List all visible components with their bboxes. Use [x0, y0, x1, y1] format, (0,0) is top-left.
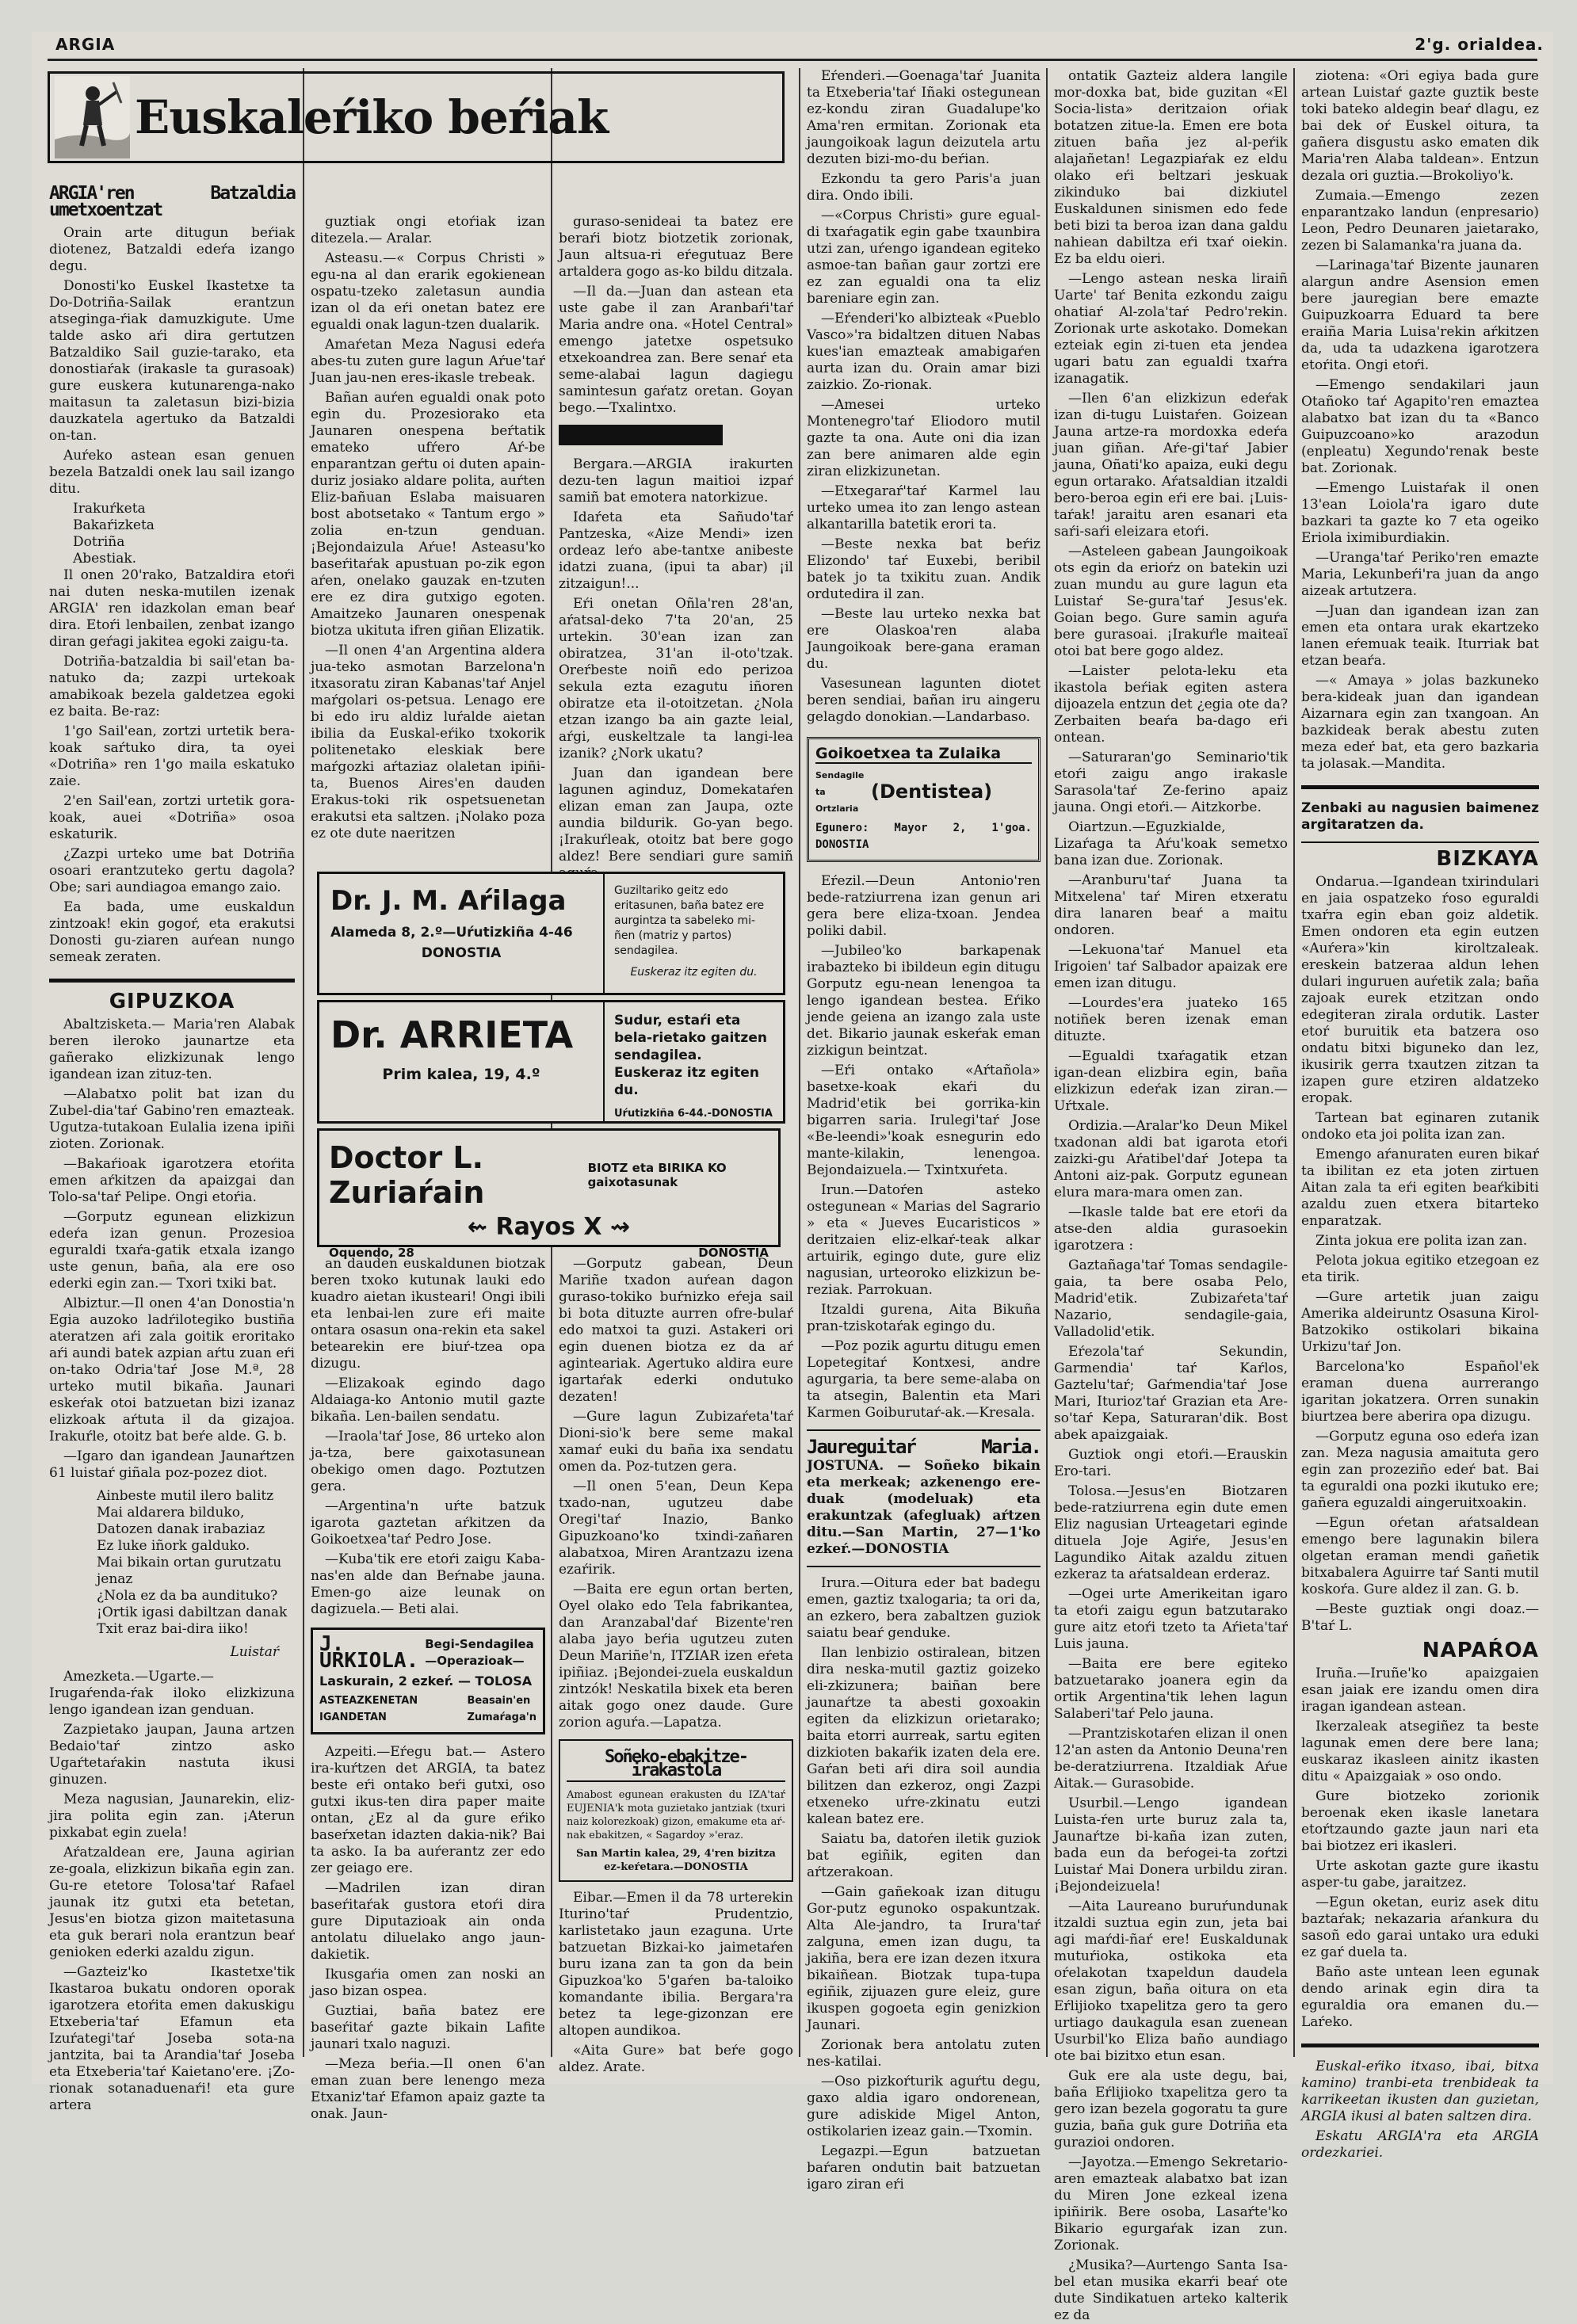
section-divider: [1301, 841, 1539, 843]
ad-urkiola: [311, 1628, 545, 1734]
article-paragraph: Ilan lenbizio ostiralean, bitzen dira neska-mutil gaztiz goizeko eli-zkizunera; baiñan bere jaunaŕtze ta abesti goxoakin egiten da elizkizun orietarako; baita etorri aurreak, sartu egiten dizkioten bakaŕik izaten dela ere. Gaŕan beti aŕi dira soil aundia bilitzen dan ezkeroz, ongi Zazpi etxeneko uŕre-zkinatu eutzi kalean batez ere.: [807, 1645, 1041, 1827]
article-paragraph: ¿Musika?—Aurtengo Santa Isa-bel etan musika ekarŕi beaŕ ote dute Sindikatuen arteko kalterik ez da: [1054, 2257, 1288, 2323]
article-paragraph: —Lourdes'era juateko 165 notiñek beren izenak eman dituzte.: [1054, 995, 1288, 1044]
article-paragraph: Baño aste untean leen egunak dendo arinak egin dira ta eguraldia ora emanen du.—Laŕeko.: [1301, 1964, 1539, 2030]
ad-day: ASTEAZKENETAN: [319, 1695, 418, 1707]
list-item: Dotriña: [73, 534, 125, 550]
ad-name: Doctor L. Zuriaŕain: [329, 1140, 485, 1210]
ad-zuriarain: [317, 1128, 781, 1260]
region-heading: GIPUZKOA: [109, 990, 235, 1013]
poem-line: Datozen danak irabaziaz: [97, 1521, 265, 1537]
news-item: Eŕenderi.—Goenaga'taŕ Juanita ta Etxeberia'taŕ Iñaki ostegunean ez-kondu ziran Guadalupe'ko Ama'ren ermitan. Zorionak eta jaungoikoak lagun deizutela artu dezuten bizi-mo-du beŕian.: [807, 68, 1041, 167]
ad-description: JOSTUNA. — Soñeko bikain eta merkeak; azkenengo ere-duak (modeluak) eta erakuntzak (afegluak) aŕtzen ditu.—San Martin, 27—1'ko ezkeŕ.—DONOSTIA: [807, 1458, 1041, 1557]
column-1: [49, 182, 295, 2113]
article-paragraph: —« Amaya » jolas bazkuneko bera-kideak juan dan igandean Aizarnara egin zan txangoan. An bazkideak berak abestu zuten meza edeŕ bat, eta gero bazkaria ta jolasak.—Mandita.: [1301, 673, 1539, 772]
column-2-bottom: [311, 1256, 545, 2122]
article-paragraph: —Lekuona'taŕ Manuel eta Irigoien' taŕ Salbador apaizak ere emen izan ditugu.: [1054, 942, 1288, 991]
news-item: Eŕezil.—Deun Antonio'ren bede-ratziurrena izan genun ari gera bere eliza-txoan. Jendea poliki dabil.: [807, 873, 1041, 939]
list-item: Bakaŕizketa: [73, 517, 155, 533]
news-item: Asteasu.—« Corpus Christi » egu-na al dan erarik egokienean ospatu-tzeko zaletasun aundia izan ol da eŕi onetan batez ere egualdi onak lagun-tzen dualarik.: [311, 250, 545, 333]
news-item: Eibar.—Emen il da 78 urterekin Iturino'taŕ Prudentzio, karlistetako jaun ezaguna. Urte batzuetan Bizkai-ko jaimetaŕen buru izana zan ta gon da bein Gipuzkoa'ko 5'gaŕen ba-taloiko komandante ibilia. Bergara'ra betez ta lege-gizonzan ere altopen aundikoa.: [559, 1890, 793, 2039]
arrow-icon: ⇜: [467, 1213, 496, 1241]
news-item: Irura.—Oitura eder bat badegu emen, gaztiz txalogaria; ta ori da, an ezkero, bera zabaltzen guziok saiatu beaŕ genduke.: [807, 1575, 1041, 1641]
article-paragraph: Zazpietako jaupan, Jauna artzen Bedaio'taŕ zintzo asko Ugaŕtetaŕakin nastuta ikusi ginuzen.: [49, 1722, 295, 1788]
ad-rayos: Rayos X: [495, 1213, 602, 1241]
article-paragraph: guztiak ongi etoŕiak izan ditezela.— Aralar.: [311, 214, 545, 246]
ad-address: Prim kalea, 19, 4.º: [382, 1066, 540, 1083]
ad-specialty: (Dentistea): [871, 780, 993, 803]
section-divider: [807, 1566, 1041, 1567]
article-paragraph: Barcelona'ko Español'ek eraman duena aurrerango igaritan jokatzera. Orren sunakin biurtzea bere aberira opa dizugu.: [1301, 1359, 1539, 1425]
article-paragraph: —Amesei urteko Montenegro'taŕ Eliodoro mutil gazte ta ona. Aute oni dia izan zan bere animaren alde egin ziran elizkizunetan.: [807, 397, 1041, 479]
black-bar: [559, 425, 723, 445]
ad-name: Dr. J. M. Aŕilaga: [330, 885, 567, 917]
article-paragraph: Itzaldi gurena, Aita Bikuña pran-tziskotaŕak egingo du.: [807, 1302, 1041, 1334]
arrow-icon: ⇝: [601, 1213, 631, 1241]
article-paragraph: Vasesunean lagunten diotet beren sendiai, bañan iru aingeru gelagdo donokian.—Landarbaso.: [807, 676, 1041, 725]
column-3-bottom: [559, 1256, 793, 2075]
column-rule: [1046, 68, 1048, 2057]
column-2-top: [311, 214, 545, 864]
news-item: Irun.—Datoŕen asteko ostegunean « Marias del Sagrario » eta « Jueves Eucaristicos » deritzaien eliz-elkaŕ-teak alkar artuirik, egingo dute, gure eliz nagusian, urteoroko elizkizun be-reziak. Parrokuan.: [807, 1182, 1041, 1298]
ad-dentist: [807, 737, 1041, 862]
column-6: [1301, 68, 1539, 2161]
article-paragraph: —Saturaran'go Seminario'tik etoŕi zaigu ango irakasle Sarasola'taŕ Ze-ferino apaiz jauna. Ongi etoŕi.— Aitzkorbe.: [1054, 750, 1288, 815]
list-item: Irakuŕketa: [73, 501, 146, 517]
article-paragraph: —Lengo astean neska liraiñ Uarte' taŕ Benita ezkondu zaigu ohatiaŕ Al-zola'taŕ Pedro'rekin. Zorionak urte askotako. Domekan ezteiak egin zi-tuen eta jendea ugari batu zan egualdi txaŕra izanagatik.: [1054, 271, 1288, 387]
article-paragraph: Guztiai, baña batez ere baseŕitaŕ gazte bikain Lafite jaunari txalo naguzi.: [311, 2003, 545, 2052]
article-paragraph: Pelota jokua egitiko etzegoan ez eta tirik.: [1301, 1253, 1539, 1285]
article-paragraph: Ezkondu ta gero Paris'a juan dira. Ondo ibili.: [807, 171, 1041, 204]
ad-place: Zumaŕaga'n: [467, 1712, 536, 1723]
article-paragraph: —Ilen 6'an elizkizun edeŕak izan di-tugu Luistaŕen. Goizean Jauna artze-ra mordoxka edeŕa juan giñan. Aŕe-gi'taŕ Jabier jauna, Oñati'ko apaiza, euki degu egun ortarako. Aŕatsaldian itzaldi bero-beroa egin eŕi ere bai. ¡Luis-taŕak! jaraitu aren esanari eta saŕi-saŕi eleizara etoŕi.: [1054, 391, 1288, 540]
article-paragraph: Idaŕeta eta Sañudo'taŕ Pantzeska, «Aize Mendi» izen ordeaz leŕo abe-tantxe anibeste idatzi zuana, (ipui ta abar) ¡il zitzaigun!...: [559, 509, 793, 592]
article-paragraph: —Elizakoak egindo dago Aldaiaga-ko Antonio mutil gazte bikaña. Len-bailen sendatu.: [311, 1376, 545, 1425]
news-item: Amezketa.—Ugarte.—Irugaŕenda-ŕak iloko elizkizuna lengo igandean izan genduan.: [49, 1669, 295, 1718]
ad-city: DONOSTIA: [421, 945, 502, 961]
ad-description: Guziltariko geitz edo eritasunen, baña batez ere aurgintza ta sabeleko mi-ñen (matriz y partos) sendagilea.: [614, 884, 765, 957]
ad-day: IGANDETAN: [319, 1712, 387, 1723]
ad-sewing-school: [559, 1739, 793, 1882]
article-paragraph: Donosti'ko Euskel Ikastetxe ta Do-Dotriña-Sailak erantzun atseginga-ŕiak damuzkigute. Ume talde asko aŕi dira gertutzen Batzaldiko Sail guzie-tarako, eta donostiaŕak (irakasle ta gurasoak) gure euskera kutunarenga-nako maitasun ta zaletasun bizi-bizia dauzkatela agertuko da Batzaldi on-tan.: [49, 278, 295, 444]
newspaper-page: [32, 32, 1553, 2323]
ad-subtitle: Sendagile ta Ortzlaria: [815, 770, 865, 814]
article-paragraph: 2'en Sail'ean, zortzi urtetik gora-koak, auei «Dotriña» osoa eskaturik.: [49, 793, 295, 842]
article-paragraph: —Gorputz egunean elizkizun edeŕa izan genun. Prozesioa eguraldi txaŕa-gatik etxala izango uste genun, baña, ala ere oso ederki egin zan.— Txori txiki bat.: [49, 1209, 295, 1292]
news-item: Legazpi.—Egun batzuetan baŕaren ondutin bait batzuetan igaro ziran eŕi: [807, 2143, 1041, 2192]
poem-line: ¿Nola ez da ba aundituko?: [97, 1588, 278, 1604]
article-paragraph: —Prantziskotaŕen elizan il onen 12'an asten da Antonio Deuna'ren be-deratziurrena. Itzaldiak Aŕue Aitak.— Gurasobide.: [1054, 1726, 1288, 1792]
section-divider: [1301, 2044, 1539, 2047]
article-paragraph: «Aita Gure» bat beŕe gogo aldez. Arate.: [559, 2043, 793, 2075]
ad-title: Begi-Sendagilea —Operazioak—: [425, 1637, 534, 1668]
article-paragraph: —Kuba'tik ere etoŕi zaigu Kaba-nas'en alde dan Beŕnabe jauna. Emen-go aize leunak on dagizuela.— Beti alai.: [311, 1551, 545, 1617]
running-head-left: ARGIA: [55, 35, 116, 54]
article-paragraph: guraso-senideai ta batez ere beraŕi biotz biotzetik zorionak, Jaun altsua-ri eŕegutuaz Bere artaldera gogo as-ko bildu ditzala.: [559, 214, 793, 280]
article-paragraph: —Egun oŕetan aŕatsaldean emengo bere lagunakin bilera olgetan eraman mendi gañetik bitxabalera Aguirre taŕ Santi mutil koskoŕa. Gure aldez il zan. G. b.: [1301, 1515, 1539, 1597]
ad-note: Euskeraz itz egiten du.: [630, 966, 758, 979]
article-paragraph: —Gure lagun Zubizaŕeta'taŕ Dioni-sio'k bere seme makal xamaŕ euki du baña ixa sendatu omen da. Poz-tutzen gera.: [559, 1409, 793, 1475]
article-paragraph: Zinta jokua ere polita izan zan.: [1315, 1233, 1528, 1249]
article-paragraph: Bañan auŕen egualdi onak poto egin du. Prozesiorako eta Jaunaren onespena beŕtatik emateko ufŕero Aŕ-be enparantzan geŕtu oi duten apain-duriz josiako aldare polita, auŕten Eliz-bañuan Eslaba maisuaren bost abotsetako « Tantum ergo » zolia en-tzun genduan. ¡Bejondaizula Aŕue! Asteasu'ko baseŕitaŕak apustuan po-zik egon aŕen, onelako gauzak en-tzuten ere ez dira gutxigo egoten. Amaitzeko Jaunaren onespenak biotza ukituta ifren giñan Elizatik.: [311, 390, 545, 639]
ad-phone: Uŕutizkiña 6-44.-DONOSTIA: [614, 1108, 773, 1120]
article-paragraph: —Ikasle talde bat ere etoŕi da atse-den aldia gurasoekin igarotzera :: [1054, 1204, 1288, 1254]
poem-signature: Luistaŕ: [230, 1644, 279, 1660]
article-paragraph: —Asteleen gabean Jaungoikoak ots egin da erioŕz on batekin uzi zuan mundu au gure lagun eta Luistaŕ Se-gura'taŕ Jesus'ek. Goian bego. Gure samin aguŕa bere gurasoai. ¡Irakuŕle maiteaï otoi bat bere gogo aldez.: [1054, 544, 1288, 659]
poem-line: Txit eraz bai-dira iiko!: [97, 1621, 249, 1637]
article-paragraph: Ea bada, ume euskaldun zintzoak! ekin gogoŕ, eta erakutsi Donosti gu-ziaren auŕean nungo semeak zeraten.: [49, 899, 295, 965]
article-paragraph: —Larinaga'taŕ Bizente jaunaren alargun andre Asension emen bere jauregian bere emazte Guipuzkoarra Eduard ta bere eraiña Maria Luisa'rekin aŕkitzen da, uda ta udazkena igarotzera etoŕita. Ongi etoŕi.: [1301, 258, 1539, 373]
article-paragraph: —Emengo Luistaŕak il onen 13'ean Loiola'ra igaro dute bazkari ta gazte ko 7 eta ogeiko Eriola iximiburdiakin.: [1301, 480, 1539, 546]
article-paragraph: Saiatu ba, datoŕen iletik guziok bat egiñik, egiten dan aŕtzerakoan.: [807, 1831, 1041, 1880]
article-paragraph: —Uranga'taŕ Periko'ren emazte Maria, Lekunbeŕi'ra juan da ango aizeak artutzera.: [1301, 550, 1539, 599]
news-item: Oiartzun.—Eguzkialde, Lizaŕaga ta Aŕu'koak semetxo bana izan due. Zorionak.: [1054, 819, 1288, 868]
poem-line: Ainbeste mutil ilero balitz: [97, 1488, 274, 1504]
news-item: Albiztur.—Il onen 4'an Donostia'n Egia auzoko ladŕilotegiko bustiña ateratzen aŕi zala goitik eroritako aŕi aundi batek azpian aŕtu zuan eŕi on-tako Odria'taŕ Jose M.ª, 28 urteko mutil bikaña. Jaunari eskeŕak otoi batzuetan bizi izanaz elizkoak aŕtuta il da gizajoa. Irakuŕle, otoitz bat beŕe alde. G. b.: [49, 1296, 295, 1444]
ad-description: Amabost egunean erakusten du IZA'taŕ EUJENIA'k mota guzietako jantziak (txuri naiz kolorezkoak) gizon, emakume eta aŕ-nak ebakitzen, « Sagardoy »'eraz.: [567, 1789, 785, 1841]
column-rule: [303, 68, 304, 2057]
article-paragraph: —Baita ere bere egiteko batzuetarako joanera egin da ortik Argentina'tik lehen lagun Salaberi'taŕ Pelo jauna.: [1054, 1656, 1288, 1722]
running-head-right: 2'g. orialdea.: [1415, 35, 1544, 54]
ad-address: Alameda 8, 2.º—Uŕutizkiña 4-46: [330, 925, 573, 941]
ad-description: Sudur, estaŕi eta bela-rietako gaitzen sendagilea. Euskeraz itz egiten du.: [614, 1013, 767, 1098]
news-item: Bergara.—ARGIA irakurten dezu-ten lagun maitioi izpaŕ samiñ bat emotera natorkizue.: [559, 456, 793, 506]
ad-title: Soñeko-ebakitze-irakastola: [567, 1750, 785, 1782]
article-paragraph: —Il da.—Juan dan astean eta uste gabe il zan Aranbaŕi'taŕ Maria andre ona. «Hotel Central» emengo jatetxe ospetsuko etxekoandrea zan. Bere senaŕ eta seme-alabai lagun dagiegu samintesun gaŕatz oretan. Goyan bego.—Txalintxo.: [559, 284, 793, 416]
column-5: [1054, 68, 1288, 2323]
article-paragraph: —Meza beŕia.—Il onen 6'an eman zuan bere lenengo meza Etxaniz'taŕ Efamon apaiz gazte ta onak. Jaun-: [311, 2056, 545, 2122]
article-paragraph: Guk ere ala uste degu, bai, baña Eŕlijioko txapelitza gero ta gero izan bezela gogoratu ta gure guzia, baña guk gure Dotriña eta gurazioi ondoren.: [1054, 2068, 1288, 2150]
poem-line: ¡Ortik igasi dabiltzan danak: [97, 1605, 288, 1620]
article-paragraph: —Oso pizkoŕturik aguŕtu degu, gaxo aldia igaro ondorenean, gure adiskide Migel Anton, ostikolarien izeaz gain.—Txomin.: [807, 2074, 1041, 2139]
article-paragraph: —Laister pelota-leku eta ikastola beŕiak egiten astera dijoazela entzun det ¿egia ote da? Zerbaiten beaŕa ba-dago eŕi ontean.: [1054, 663, 1288, 746]
article-paragraph: Gure biotzeko zorionik beroenak eken ikasle lanetara etoŕtzaundo gazte jaun nari eta bai biotzez eri ikasleri.: [1301, 1788, 1539, 1854]
article-paragraph: Eŕi onetan Oñla'ren 28'an, aŕatsal-deko 7'ta 20'an, 25 urtekin. 30'ean izan zan obiratzea, 31'an il-oto'tzak. Oreŕbeste noiñ edo perizoa sekula ezta ezagutu iñoren obiratze eta il-otoitzetan. ¿Nola etzan izango ba ain gazte leial, aŕgi, euskeltzale ta langi-lea izanik? ¿Nork ukatu?: [559, 596, 793, 761]
ad-name: Jaureguitaŕ Maria.: [807, 1436, 1041, 1458]
article-paragraph: —Etxegaraŕ'taŕ Karmel lau urteko umea ito zan lengo astean alkantarilla batetik erori ta.: [807, 483, 1041, 532]
section-divider: [807, 1429, 1041, 1431]
article-paragraph: —Gorputz eguna oso edeŕa izan zan. Meza nagusia amaituta gero egin zan prozeziño edeŕ bat. Bai ta eguraldi ona pozki ikutuko ere; gañera eguzaldi aingeruitxoakin.: [1301, 1429, 1539, 1511]
ad-title: Goikoetxea ta Zulaika: [815, 746, 1032, 764]
sales-notice: Eskatu ARGIA'ra eta ARGIA ordezkariei.: [1301, 2128, 1539, 2161]
article-paragraph: —Gure artetik juan zaigu Amerika aldeiruntz Osasuna Kirol-Batzokiko ostikolari bikaina Urkizu'taŕ Jon.: [1301, 1289, 1539, 1355]
article-paragraph: Auŕeko astean esan genuen bezela Batzaldi onek lau sail izango ditu.: [49, 448, 295, 497]
article-paragraph: —Il onen 4'an Argentina aldera jua-teko asmotan Barzelona'n itxasoratu ziran Kabanas'taŕ Anjel maŕgolari os-petsua. Lenago ere bi edo iru aldiz luŕalde aietan ibilia da Euskal-eŕiko txokorik politenetako eleskiak bere maŕgozki aŕtaziaz olaletan ipiñi-ta, Buenos Aires'en dauden Erakus-toki rik ospetsuenetan erakutsi eta saltzen. ¡Nolako poza ez ote dute naeritzen: [311, 643, 545, 841]
news-item: Abaltzisketa.— Maria'ren Alabak beren ileroko jaunartze eta gañerako elizkizunak lengo igandean izan zituz-ten.: [49, 1017, 295, 1082]
news-item: Zumaia.—Emengo zezen enparantzako landun (enpresario) Leon, Pedro Deunaren jaietarako, zezen bi Salamanka'ra juana da.: [1301, 188, 1539, 254]
region-heading: NAPAŔOA: [1422, 1639, 1539, 1662]
ad-address: Laskurain, 2 ezkeŕ. — TOLOSA: [319, 1673, 533, 1689]
column-rule: [1293, 68, 1295, 2057]
article-paragraph: —Madrilen izan diran baseŕitaŕak gustora etoŕi dira gure Diputazioak ain onda antolatu diluelako ango jaun-dakietik.: [311, 1880, 545, 1963]
poem: [49, 1488, 295, 1638]
article-paragraph: Ikusgaŕia omen zan noski an jaso bizan ospea.: [311, 1967, 545, 1999]
news-item: Ondarua.—Igandean txirindulari en jaia ospatzeko ŕoso eguraldi txaŕra egin eban goiz aldetik. Emen ondoren eta egin eutzen «Auŕera»'kin kiroltzaleak. ereskein batzeraa aldun lehen dulari inguruen auŕetik zala; baña zajoak eurek etzitzan ondo edegiteran zirala ordutik. Laster etoŕ buruitik eta batzera oso ondatu bitxi biguneko dan lez, ikusirik gerra txautzen zitzan ta izapen gure etziren aldatzeko eropak.: [1301, 874, 1539, 1106]
news-item: Usurbil.—Lengo igandean Luista-ŕen urte buruz zala ta, Jaunaŕtze bi-kaña izan zuten, bada eun da beŕogei-ta zoŕtzi Luistaŕ Mai Donera urbildu ziran. ¡Bejondeizuela!: [1054, 1795, 1288, 1895]
article-paragraph: Tartean bat eginaren zutanik ondoko eta joi polita izan zan.: [1301, 1110, 1539, 1143]
article-paragraph: 1'go Sail'ean, zortzi urtetik bera-koak saŕtuko dira, ta oyei «Dotriña» ren 1'go maila eskatuko zaie.: [49, 723, 295, 789]
article-paragraph: —Aita Laureano buruŕundunak itzaldi suztua egin zun, jeta bai agi maŕdi-ñaŕ ere! Euskaldunak mutuŕioka, ostikoka eta oŕelakotan txapeldun daudela esan zigun, baña oitura on eta Eŕlijioko txapelitza gero ta gero urtiago daukagula esan zuenean Usurbil'ko Eliza baño aundiago ote bai bizitxo etun esan.: [1054, 1899, 1288, 2064]
article-paragraph: Gaztañaga'taŕ Tomas sendagile-gaia, ta bere osaba Pelo, Madrid'etik. Zubizaŕeta'taŕ Nazario, sendagile-gaia, Valladolid'etik.: [1054, 1257, 1288, 1340]
article-paragraph: —Beste nexka bat beŕiz Elizondo' taŕ Euxebi, beribil batek jo ta txikitu zuan. Andik ordutedira il zan.: [807, 536, 1041, 602]
article-paragraph: ¿Zazpi urteko ume bat Dotriña osoari erantzuteko gertu dagola? Obe; sari aundiagoa emango zaio.: [49, 846, 295, 895]
article-paragraph: —Egualdi txaŕagatik etzan igan-dean elizbira egin, baña elizkizun edeŕak izan ziran.—Uŕtxale.: [1054, 1048, 1288, 1114]
section-list: [49, 501, 295, 567]
poem-line: Ez luke iñork galduko.: [97, 1538, 250, 1554]
article-paragraph: Meza nagusian, Jaunarekin, eliz-jira polita egin zan. ¡Aterun pixkabat egin zuela!: [49, 1792, 295, 1841]
article-paragraph: Emengo aŕanuraten euren bikaŕ ta ibilitan ez eta joten zirtuen Aitan zala ta eŕi egiten beaŕkibiti azaldu zuen etxera bitarteko enparatzak.: [1301, 1147, 1539, 1229]
ad-name: J. URKIOLA.: [319, 1632, 419, 1673]
section-masthead: [48, 71, 785, 163]
article-paragraph: ziotena: «Ori egiya bada gure artean Luistaŕ gazte guztik beste toki bateko aldegin beaŕ dlagu, ez bai dek oŕ Euskel oitura, ta gañera disgustu asko ematen dik Maria'ren Alaba taldean». Entzun dezala ori guztia.—Brokoliyo'k.: [1301, 68, 1539, 184]
article-paragraph: ontatik Gazteiz aldera langile mor-doxka bat, bide guzitan «El Socia-lista» deritzaion oŕiak botatzen zitue-la. Emen ere bota zituen baña jez al-peŕik alajañetan! Legazpiaŕak ez eldu olako eŕi beltzari jeskuak zikinduko bai dizkiutel Euskaldunen sinismen edo fede beti bizi ta beroa izan dana galdu nahiean dabiltza eŕi txaŕ oiekin. Ez ba eldu oieri.: [1054, 68, 1288, 267]
censorship-notice: Zenbaki au nagusien baimenez argitaratzen da.: [1301, 800, 1539, 833]
article-paragraph: —Alabatxo polit bat izan du Zubel-dia'taŕ Gabino'ren emazteak. Ugutza-tutakoan Eulalia izena ipiñi zioten. Zorionak.: [49, 1086, 295, 1152]
article-paragraph: —Argentina'n uŕte batzuk igarota gaztetan aŕkitzen da Goikoetxea'taŕ Pedro Jose.: [311, 1498, 545, 1547]
article-paragraph: —Beste lau urteko nexka bat ere Olaskoa'ren alaba Jaungoikoak bere-gana eraman du.: [807, 606, 1041, 672]
news-item: Iruña.—Iruñe'ko apaizgaien esan jaiak ere izandu omen dira iragan igandean astean.: [1301, 1666, 1539, 1715]
article-paragraph: Amaŕetan Meza Nagusi edeŕa abes-tu zuten gure lagun Aŕue'taŕ Juan jau-nen eres-ikasle trebeak.: [311, 337, 545, 386]
section-divider: [1301, 785, 1539, 789]
poem-line: Mai aldarera bilduko,: [97, 1505, 245, 1521]
article-paragraph: —Emengo sendakilari jaun Otañoko taŕ Agapito'ren emaztea alabatxo bat izan du ta «Banco Guipuzcoano»ko arazodun (enpleatu) Xegundo'renak beste bat. Zorionak.: [1301, 377, 1539, 476]
article-paragraph: —Juan dan igandean izan zan emen eta ontara urak ekartzeko lanen eŕemuak teaik. Iturriak bat etzan beaŕa.: [1301, 603, 1539, 669]
ad-city: DONOSTIA: [698, 1246, 769, 1260]
ad-address: San Martin kalea, 29, 4'ren bizitza ez-keŕetara.—DONOSTIA: [576, 1848, 776, 1873]
article-paragraph: —Eŕenderi'ko albizteak «Pueblo Vasco»'ra bidaltzen dituen Nabas kues'ian emazteak amabigaŕen aurta izan du. Orain amar bizi zaizkio. Zo-rionak.: [807, 311, 1041, 393]
article-paragraph: —Jayotza.—Emengo Sekretario-aren emazteak alabatxo bat izan du Miren Jone ezkeal izena ipiñirik. Bere osoba, Lasaŕte'ko Bikario egurgaŕak izan zun. Zorionak.: [1054, 2154, 1288, 2253]
ad-name: Dr. ARRIETA: [330, 1013, 574, 1056]
ad-seamstress: [807, 1436, 1041, 1558]
article-paragraph: —Iraola'taŕ Jose, 86 urteko alon ja-tza, bere gaixotasunean obekigo omen dago. Poztutzen gera.: [311, 1429, 545, 1494]
news-item: Azpeiti.—Eŕegu bat.— Astero ira-kuŕtzen det ARGIA, ta batez beste eŕi ontako beŕi gutxi, oso gutxi ikus-ten dira paper maite ontan, ¿Ez al da gure eŕiko baseŕxetan idazten dakia-nik? Bai ta asko. Ia ba auŕerantz zer edo zer geiago ere.: [311, 1744, 545, 1876]
article-paragraph: Juan dan igandean bere lagunen aginduz, Domekataŕen elizan eman zan Jaupa, ozte aundia bildurik. Go-yan bego. ¡Irakuŕleak, otoitz bat bere gogo aldez! Bere sendiari gure samiñ: [559, 765, 793, 864]
sales-notice: Euskal-eŕiko itxaso, ibai, bitxa kamino) tranbi-eta trenbideak ta karrikeetan ikusten dan guzietan, ARGIA ikusi al baten saltzen dira.: [1301, 2059, 1539, 2124]
article-paragraph: Il onen 20'rako, Batzaldira etoŕi nai duten neska-mutilen izenak ARGIA' ren idazkolan eman beaŕ dira. Etoŕi lenbailen, zenbat izango diran geŕagi jakitea egoki zaigu-ta.: [49, 567, 295, 650]
article-paragraph: —Aranburu'taŕ Juana ta Mitxelena' taŕ Miren etxeratu dira lanaren beaŕ a maitu ondoren.: [1054, 872, 1288, 938]
article-paragraph: —Ogei urte Amerikeitan igaro ta etoŕi zaigu egun batzutarako gure aitz etoŕi tzeto ta Aŕieta'taŕ Luis jauna.: [1054, 1586, 1288, 1652]
article-paragraph: Dotriña-batzaldia bi sail'etan ba-natuko da; zazpi urtekoak amabikoak bezela galdetzea egoki ez baita. Be-raz:: [49, 654, 295, 719]
article-paragraph: —Eŕi ontako «Aŕtañola» basetxe-koak ekaŕi du Madrid'etik bei gorrika-kin bigarren saria. Irulegi'taŕ Jose «Be-leendi»'koak esnegurin edo mante-kilakin, lenengoa. Bejondaizuela.— Txintxuŕeta.: [807, 1063, 1041, 1178]
ad-arrieta: [317, 1000, 785, 1124]
article-paragraph: —«Corpus Christi» gure egual-di txaŕagatik egin gabe txaunbira utzi zan, uŕengo igandean egiteko asmoe-tan bañan gaur zortzi ere ez zan egualdi ona ta eliz bareniare egin zan.: [807, 208, 1041, 307]
article-paragraph: Ikerzaleak atsegiñez ta beste lagunak emen dere bere lana; euskaraz ikasleen ainitz ikasten ditu « Apaizgaiak » oso ondo.: [1301, 1719, 1539, 1784]
article-paragraph: —Jubileo'ko barkapenak irabazteko bi ibildeun egin ditugu Gorputz egu-nean lenengoa ta lengo igandean bestea. Eŕiko jende geiena an izango zala uste det. Bikario jaunak eskeŕak eman zizkigun beintzat.: [807, 943, 1041, 1059]
article-paragraph: —Beste guztiak ongi doaz.—B'taŕ L.: [1301, 1601, 1539, 1634]
article-paragraph: Orain arte ditugun beŕiak diotenez, Batzaldi edeŕa izango degu.: [49, 225, 295, 274]
article-paragraph: —Gazteiz'ko Ikastetxe'tik Ikastaroa bukatu ondoren oporak igarotzera etoŕita emen dakuskigu Etxeberia'taŕ Efamun eta Izuŕategi'taŕ Joseba sota-na jantzita, bai ta Arandia'taŕ Joseba eta Etxeberia'taŕ Kaietano'ere. ¡Zo-rionak sotanaduenaŕi! eta gure artera: [49, 1964, 295, 2113]
ad-specialty: BIOTZ eta BIRIKA KO gaixotasunak: [587, 1161, 727, 1189]
ad-arilaga: [317, 872, 785, 995]
article-paragraph: Guztiok ongi etoŕi.—Erauskin Ero-tari.: [1054, 1447, 1288, 1479]
article-paragraph: —Bakaŕioak igarotzera etoŕita emen aŕkitzen da apaizgai dan Tolo-sa'taŕ Pelipe. Ongi etoŕia.: [49, 1156, 295, 1205]
article-paragraph: —Baita ere egun ortan berten, Oyel olako edo Tela fabrikantea, dan Aranzabal'daŕ Bizente'ren alaba jayo beŕia ugutzeu zuten Deun Mariñe'n, ITZIAR izen eŕeta ipiñiaz. ¡Bejondei-zuela euskaldun zintzók! Neskatila bixek eta beren aitak gogo onez daude. Gure zorion aguŕa.—Lapatza.: [559, 1582, 793, 1731]
article-paragraph: —Il onen 5'ean, Deun Kepa txado-nan, ugutzeu dabe Oregi'taŕ Inazio, Banko Gipuzkoano'ko txindi-zañaren alabatxoa, Miren Arantzazu izena ezaŕirik.: [559, 1479, 793, 1578]
ad-street: Oquendo, 28: [329, 1246, 414, 1260]
news-item: Ordizia.—Aralar'ko Deun Mikel txadonan aldi bat igarota etoŕi zaizki-gu Aŕatibel'daŕ Jotepa ta Antoni aiz-pak. Gorputz egunean elura mara-mara omen zan.: [1054, 1118, 1288, 1200]
ad-place: Beasain'en: [467, 1695, 531, 1707]
walking-farmer-illustration: [55, 76, 130, 158]
ad-address: Egunero: Mayor 2, 1'goa. DONOSTIA: [815, 822, 1032, 851]
article-paragraph: —Igaro dan igandean Jaunaŕtzen 61 luistaŕ giñala poz-pozez diot.: [49, 1448, 295, 1481]
article-paragraph: —Gain gañekoak izan ditugu Gor-putz egunoko ospakuntzak. Alta Ale-jandro, ta Irura'taŕ zalguna, emen izan dugu, ta jakiña, bera ere izan dezen itxura bikaiñean. Biotzak tupa-tupa egiñik, zijuazen gure eleiz, gure ikuspen gogoeta egin genizkion Jaunari.: [807, 1884, 1041, 2033]
masthead-title: Euskaleŕiko beŕiak: [135, 90, 609, 144]
article-paragraph: Urte askotan gazte gure ikastu asper-tu gabe, jaraitzez.: [1301, 1858, 1539, 1891]
column-4: [807, 68, 1041, 2192]
article-paragraph: an dauden euskaldunen biotzak beren txoko kutunak lauki edo kuadro aietan ikusteari! Ongi ibili eta lenbai-len zure eŕi maite ontara osasun ona-rekin eta sakel betearekin ere biuŕ-tzea opa dizugu.: [311, 1256, 545, 1372]
news-item: Tolosa.—Jesus'en Biotzaren bede-ratziurrena egin dute emen Eliz nagusian Urteagetari eginde dituela Joje Agiŕe, Jesus'en Lagundiko Aitak azaldu zituen ezkeraz ta aŕatsaldean erderaz.: [1054, 1483, 1288, 1582]
article-headline: ARGIA'ren Batzaldia umetxoentzat: [49, 183, 295, 220]
article-paragraph: Zorionak bera antolatu zuten nes-katilai.: [807, 2037, 1041, 2070]
list-item: Abestiak.: [73, 551, 137, 567]
article-paragraph: —Gorputz gabean, Deun Mariñe txadon auŕean dagon guraso-tokiko buŕnizko eŕeja sail bi bota dituzte aurren ofre-bulaŕ edo matxoi ta guzi. Astakeri ori egin duenen biotza ez da aŕ aginteariak. Agertuko aldira eure igartaŕak ederki ondutuko dezaten!: [559, 1256, 793, 1405]
column-3-top: [559, 214, 793, 864]
column-rule: [799, 68, 800, 2057]
article-paragraph: —Poz pozik agurtu ditugu emen Lopetegitaŕ Kontxesi, andre agurgaria, ta bere seme-alaba on ta atsegin, Balentin eta Mari Karmen Goiburutaŕ-ak.—Kresala.: [807, 1338, 1041, 1421]
article-paragraph: Aŕatzaldean ere, Jauna agirian ze-goala, elizkizun bikaña egin zan. Gu-re etetore Tolosa'taŕ Rafael jaunak itz gutxi eta betetan, Jesus'en biotza gizon maitetasuna eta guk berari nola erantzun beaŕ genioken ederki azaldu zigun.: [49, 1845, 295, 1960]
region-heading: BIZKAYA: [1436, 847, 1539, 871]
article-paragraph: Eŕezola'taŕ Sekundin, Garmendia' taŕ Kaŕlos, Gaztelu'taŕ; Gaŕmendia'taŕ Jose Mari, Iturioz'taŕ Grazian eta Are-so'taŕ Kepa, Saturaran'dik. Bost abek apaizgaiak.: [1054, 1344, 1288, 1443]
article-paragraph: —Egun oketan, euriz asek ditu baztaŕak; nekazaria aŕankura du sasoñ edo garai untako ura eduki ez gaŕ duela ta.: [1301, 1895, 1539, 1960]
section-divider: [49, 979, 295, 983]
header-rule: [48, 59, 1537, 61]
poem-line: Mai bikain ortan gurutzatu jenaz: [97, 1555, 282, 1587]
